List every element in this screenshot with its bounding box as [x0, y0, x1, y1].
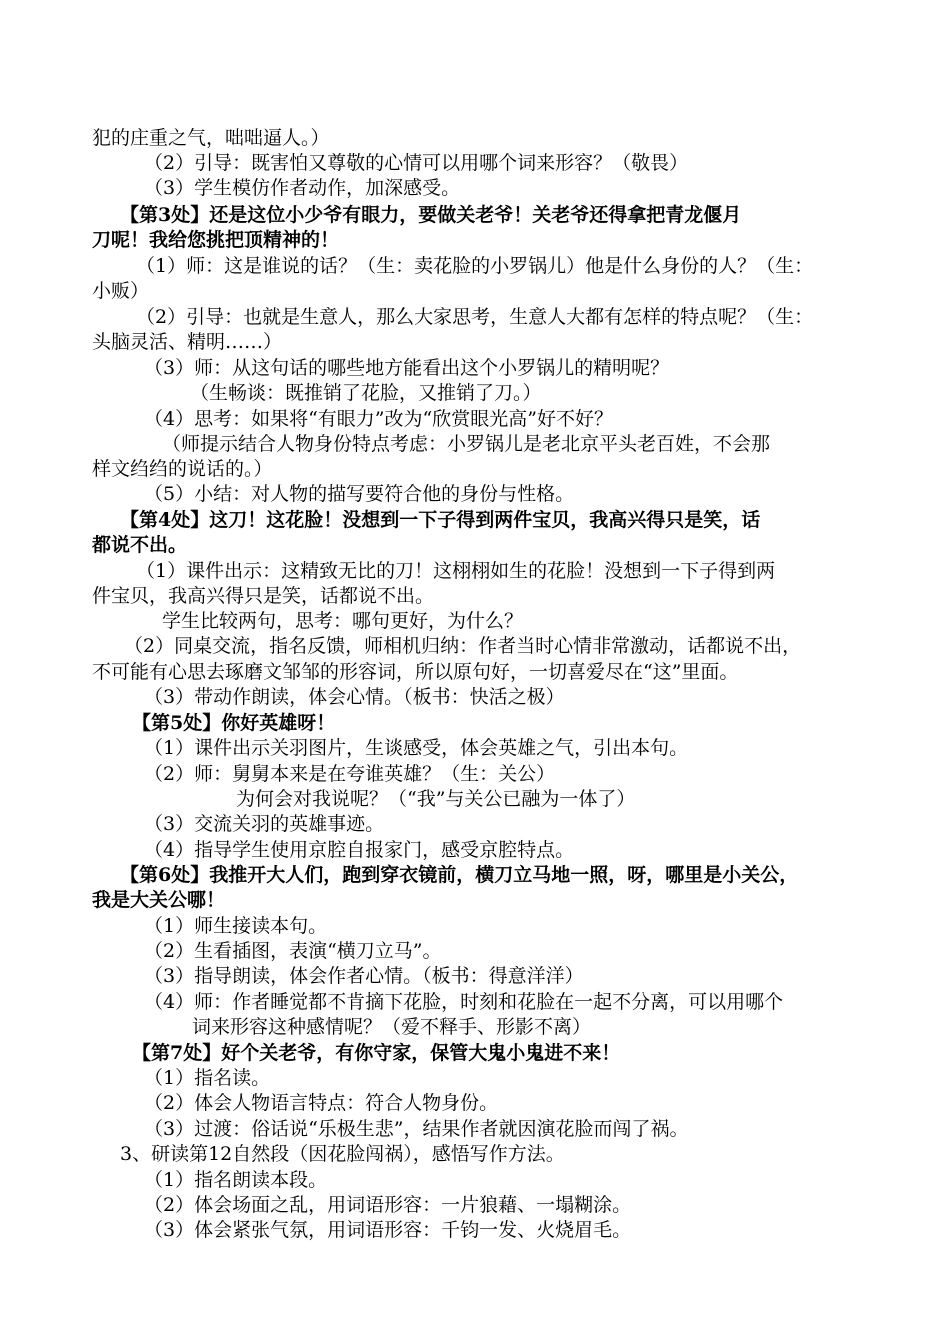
text-line: （2）体会人物语言特点：符合人物身份。: [144, 1092, 499, 1114]
text-line: （3）带动作朗读，体会心情。（板书：快活之极）: [144, 686, 565, 708]
text-line: （3）过渡：俗话说“乐极生悲”，结果作者就因演花脸而闯了祸。: [144, 1118, 689, 1140]
text-line: （1）课件出示关羽图片，生谈感受，体会英雄之气，引出本句。: [144, 737, 689, 759]
text-line: 小贩）: [92, 280, 150, 302]
text-line: 词来形容这种感情呢？（爱不释手、形影不离）: [192, 1016, 592, 1038]
text-line: （师提示结合人物身份特点考虑：小罗锅儿是老北京平头老百姓，不会那: [162, 433, 771, 455]
text-line: 为何会对我说呢？（“我”与关公已融为一体了）: [236, 788, 636, 810]
text-line: （3）师：从这句话的哪些地方能看出这个小罗锅儿的精明呢？: [144, 357, 670, 379]
text-line: （1）课件出示：这精致无比的刀！这栩栩如生的花脸！没想到一下子得到两: [136, 560, 776, 582]
text-line: （1）师：这是谁说的话？（生：卖花脸的小罗锅儿）他是什么身份的人？（生：: [136, 255, 814, 277]
text-line: 3、研读第12自然段（因花脸闯祸），感悟写作方法。: [120, 1143, 565, 1165]
section-heading: 【第3处】还是这位小少爷有眼力，要做关老爷！关老爷还得拿把青龙偃月: [120, 204, 742, 226]
text-line: （3）体会紧张气氛，用词语形容：千钧一发、火烧眉毛。: [144, 1219, 632, 1241]
text-line: （4）指导学生使用京腔自报家门，感受京腔特点。: [144, 839, 575, 861]
text-line: （1）指名读。: [144, 1067, 271, 1089]
text-line: （生畅谈：既推销了花脸，又推销了刀。）: [190, 382, 542, 404]
text-line: （2）引导：也就是生意人，那么大家思考，生意人大都有怎样的特点呢？（生：: [136, 306, 814, 328]
text-line: （2）引导：既害怕又尊敬的心情可以用哪个词来形容？（敬畏）: [144, 152, 689, 174]
text-line: （3）指导朗读，体会作者心情。（板书：得意洋洋）: [144, 965, 584, 987]
text-line: （2）同桌交流，指名反馈，师相机归纳：作者当时心情非常激动，话都说不出，: [124, 635, 802, 657]
text-line: 学生比较两句，思考：哪句更好，为什么？: [162, 610, 524, 632]
section-heading: 都说不出。: [92, 534, 188, 556]
section-heading: 【第7处】好个关老爷，有你守家，保管大鬼小鬼进不来！: [132, 1042, 621, 1064]
text-line: （3）交流关羽的英雄事迹。: [144, 813, 385, 835]
text-line: 犯的庄重之气，咄咄逼人。）: [92, 127, 330, 149]
text-line: （1）指名朗读本段。: [144, 1169, 328, 1191]
text-line: 样文绉绉的说话的。）: [92, 458, 273, 480]
text-line: 件宝贝，我高兴得只是笑，话都说不出。: [92, 585, 435, 607]
text-line: （2）师：舅舅本来是在夸谁英雄？（生：关公）: [144, 763, 556, 785]
section-heading: 【第5处】你好英雄呀！: [132, 712, 336, 734]
section-heading: 【第4处】这刀！这花脸！没想到一下子得到两件宝贝，我高兴得只是笑，话: [120, 509, 761, 531]
section-heading: 我是大关公哪！: [92, 889, 226, 911]
text-line: 头脑灵活、精明……）: [92, 331, 283, 353]
text-line: （4）师：作者睡觉都不肯摘下花脸，时刻和花脸在一起不分离，可以用哪个: [144, 991, 784, 1013]
text-line: （3）学生模仿作者动作，加深感受。: [144, 177, 461, 199]
text-line: 不可能有心思去琢磨文邹邹的形容词，所以原句好，一切喜爱尽在“这”里面。: [92, 661, 739, 683]
section-heading: 刀呢！我给您挑把顶精神的！: [92, 229, 340, 251]
text-line: （1）师生接读本句。: [144, 915, 328, 937]
text-line: （5）小结：对人物的描写要符合他的身份与性格。: [144, 483, 575, 505]
text-line: （2）生看插图，表演“横刀立马”。: [144, 940, 442, 962]
text-line: （4）思考：如果将“有眼力”改为“欣赏眼光高”好不好？: [144, 408, 613, 430]
text-line: （2）体会场面之乱，用词语形容：一片狼藉、一塌糊涂。: [144, 1194, 632, 1216]
section-heading: 【第6处】我推开大人们，跑到穿衣镜前，横刀立马地一照，呀，哪里是小关公，: [120, 864, 799, 886]
